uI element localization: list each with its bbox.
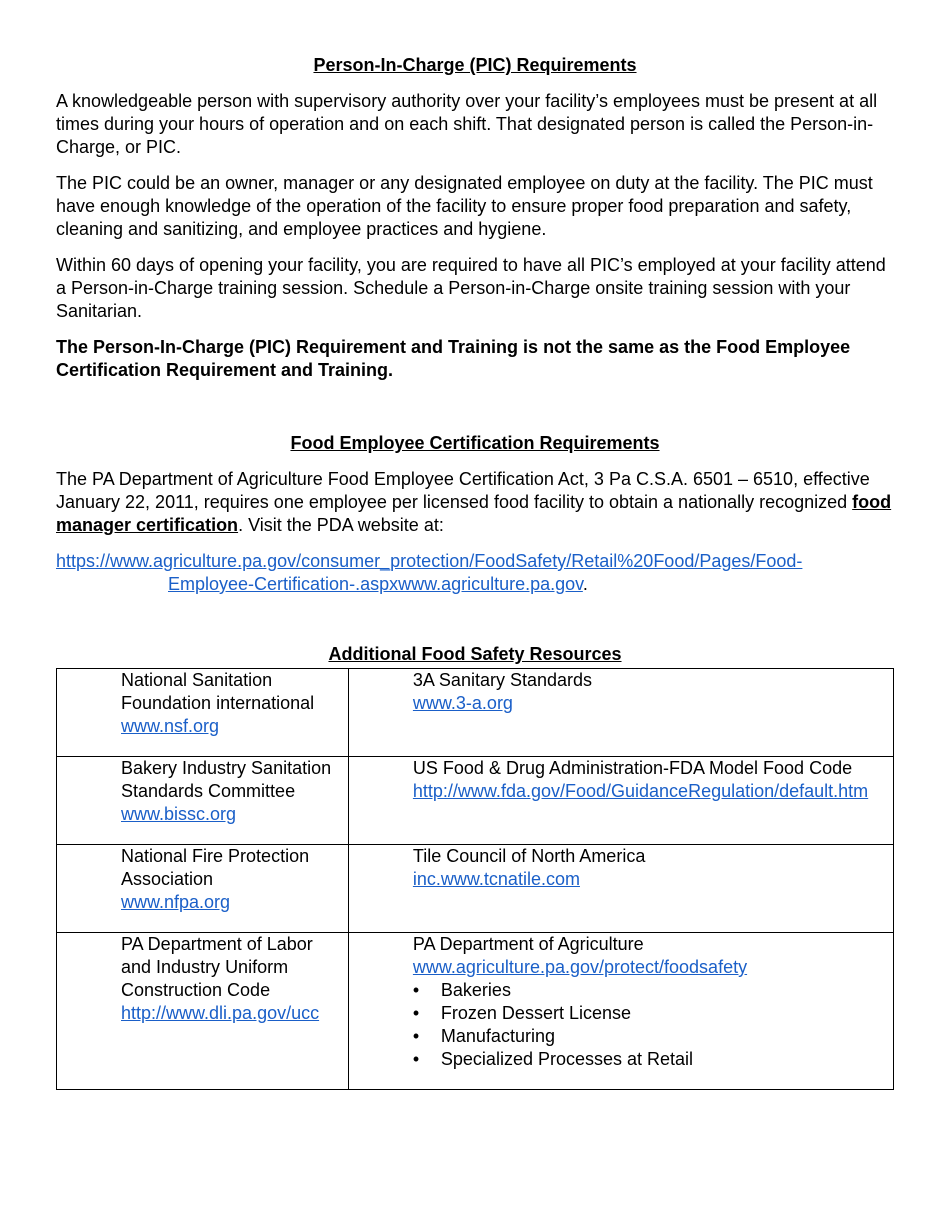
resource-name-line: US Food & Drug Administration-FDA Model Food Code	[412, 758, 853, 778]
resource-name-line: Foundation international	[121, 693, 315, 713]
table-row	[57, 757, 894, 845]
resource-name-line: 3A Sanitary Standards	[412, 670, 593, 690]
pic-section-title: Person-In-Charge (PIC) Requirements	[313, 55, 637, 75]
resource-cell-right	[348, 669, 893, 757]
pic-paragraph-2: The PIC could be an owner, manager or any designated employee on duty at the facility. The PIC must have enough knowledge of the operation of the facility to ensure proper food preparation and safety, cleaning and sanitizing, and employee practices and hygiene.	[56, 173, 873, 239]
pda-url-line-1	[56, 550, 894, 573]
resource-cell-left	[57, 669, 349, 757]
pda-topics-list	[413, 979, 889, 1071]
resource-name-line: PA Department of Agriculture	[412, 934, 644, 954]
pic-bold-note: The Person-In-Charge (PIC) Requirement and Training is not the same as the Food Employee Certification Requirement and Training.	[56, 337, 851, 380]
cert-section-title: Food Employee Certification Requirements	[290, 433, 660, 453]
resource-link-nsf[interactable]: www.nsf.org	[121, 716, 220, 736]
pda-url-link-2[interactable]: Employee-Certification-.aspxwww.agriculture.pa.gov	[168, 574, 583, 594]
resource-link-bissc[interactable]: www.bissc.org	[121, 804, 237, 824]
resource-link-3a[interactable]: www.3-a.org	[412, 693, 513, 713]
bullet-icon: •	[412, 1049, 420, 1069]
cert-emphasis: food manager certification	[56, 492, 892, 535]
pda-url-line-2	[56, 573, 894, 596]
list-item	[413, 979, 889, 1002]
list-item	[413, 1048, 889, 1071]
resource-name-line: and Industry Uniform	[121, 957, 289, 977]
resources-section-title: Additional Food Safety Resources	[328, 644, 622, 664]
list-item	[413, 1002, 889, 1025]
table-row	[57, 933, 894, 1090]
resource-link-dli[interactable]: http://www.dli.pa.gov/ucc	[121, 1003, 320, 1023]
bullet-icon: •	[412, 1026, 420, 1046]
resource-link-fda[interactable]: http://www.fda.gov/Food/GuidanceRegulation/default.htm	[412, 781, 869, 801]
resource-link-tcna[interactable]: inc.www.tcnatile.com	[412, 869, 580, 889]
resource-link-pda[interactable]: www.agriculture.pa.gov/protect/foodsafety	[412, 957, 748, 977]
resource-cell-right	[348, 757, 893, 845]
resource-name-line: National Sanitation	[121, 670, 273, 690]
pic-paragraph-3: Within 60 days of opening your facility, you are required to have all PIC’s employed at your facility attend a Person-in-Charge training session. Schedule a Person-in-Charge onsite training session with your Sanitarian.	[56, 255, 886, 321]
table-row	[57, 669, 894, 757]
resource-name-line: Construction Code	[121, 980, 271, 1000]
resource-link-nfpa[interactable]: www.nfpa.org	[121, 892, 231, 912]
pic-paragraph-1: A knowledgeable person with supervisory authority over your facility’s employees must be present at all times during your hours of operation and on each shift. That designated person is called the Person-in-Charge, or PIC.	[56, 91, 878, 157]
list-item	[413, 1025, 889, 1048]
resource-cell-left	[57, 845, 349, 933]
pda-url-suffix: .	[582, 574, 588, 594]
cert-paragraph	[56, 468, 894, 537]
pda-url-block	[56, 550, 894, 596]
list-item-text: Specialized Processes at Retail	[440, 1049, 694, 1069]
list-item-text: Bakeries	[440, 980, 511, 1000]
resource-cell-right	[348, 933, 893, 1090]
bullet-icon: •	[412, 980, 420, 1000]
table-row	[57, 845, 894, 933]
resources-table	[56, 668, 894, 1090]
list-item-text: Frozen Dessert License	[440, 1003, 631, 1023]
resource-cell-left	[57, 933, 349, 1090]
cert-text-before: The PA Department of Agriculture Food Employee Certification Act, 3 Pa C.S.A. 6501 – 6510, effective January 22, 2011, requires one employee per licensed food facility to obtain a nationally recognized	[56, 469, 870, 512]
resource-name-line: National Fire Protection	[121, 846, 310, 866]
list-item-text: Manufacturing	[440, 1026, 555, 1046]
resource-name-line: Association	[121, 869, 214, 889]
resource-name-line: PA Department of Labor	[121, 934, 313, 954]
resource-name-line: Standards Committee	[121, 781, 296, 801]
resource-cell-left	[57, 757, 349, 845]
cert-text-after: . Visit the PDA website at:	[238, 515, 444, 535]
resource-name-line: Tile Council of North America	[412, 846, 646, 866]
pda-url-link-1[interactable]: https://www.agriculture.pa.gov/consumer_protection/FoodSafety/Retail%20Food/Pages/Food-	[56, 551, 803, 571]
resource-name-line: Bakery Industry Sanitation	[121, 758, 332, 778]
bullet-icon: •	[412, 1003, 420, 1023]
document-page	[56, 54, 894, 1090]
resource-cell-right	[348, 845, 893, 933]
